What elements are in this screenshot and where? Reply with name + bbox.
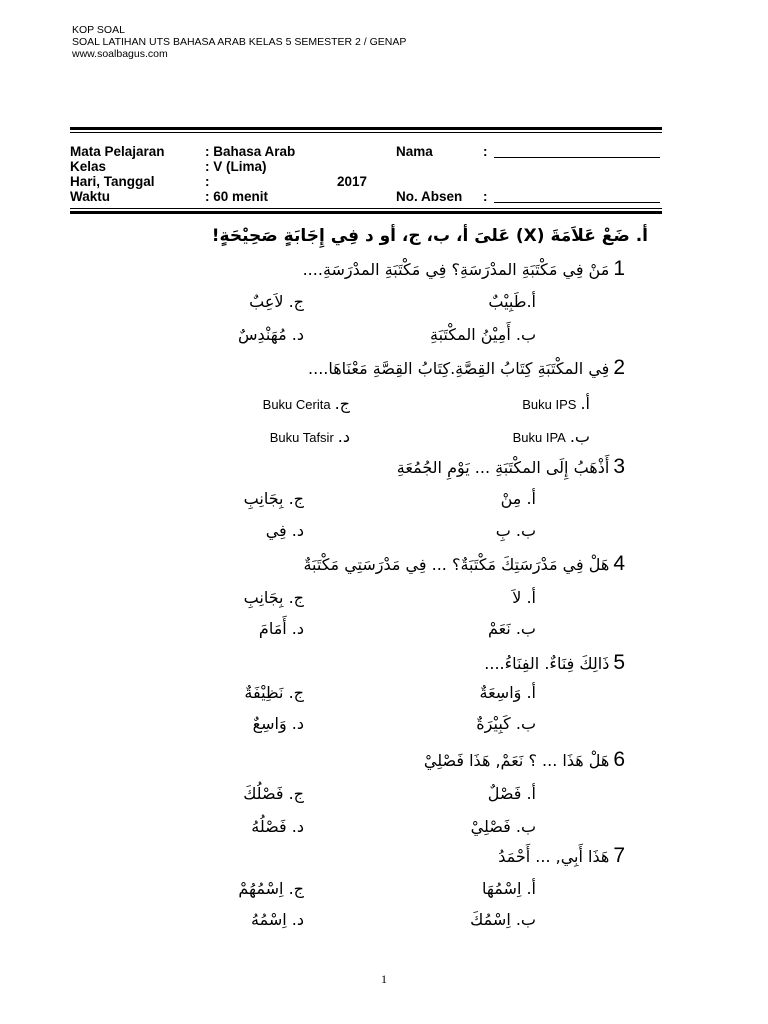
- question-6: [0, 748, 768, 778]
- mapel-value: : Bahasa Arab: [205, 144, 296, 159]
- question-5: [0, 651, 768, 681]
- question-1: [0, 257, 768, 287]
- option-a[interactable]: أ. لاَ: [512, 588, 536, 607]
- question-text: هَلْ فِي مَدْرَسَتِكَ مَكْتَبَةٌ؟ ... فِي مَدْرَسَتِي مَكْتَبَةٌ: [303, 555, 610, 574]
- mapel-label: Mata Pelajaran: [70, 144, 165, 159]
- info-rule-thick: [70, 211, 662, 214]
- absen-label: No. Absen: [396, 189, 463, 204]
- question-text: هَلْ هَذَا ... ؟ نَعَمْ, هَذَا فَصْلِيْ: [423, 751, 610, 770]
- question-3: [0, 455, 768, 485]
- option-d[interactable]: د. أَمَامَ: [258, 619, 304, 638]
- option-c[interactable]: ج. فَصْلُكَ: [243, 784, 304, 803]
- hari-label: Hari, Tanggal: [70, 174, 155, 189]
- option-c[interactable]: ج. اِسْمُهُمْ: [238, 879, 304, 898]
- option-d[interactable]: [270, 427, 350, 446]
- option-c[interactable]: [263, 394, 350, 413]
- question-text: أَذْهَبُ إِلَى المكْتَبَةِ ... يَوْمِ الجُمُعَةِ: [396, 458, 610, 477]
- top-rule-thin: [70, 132, 662, 133]
- option-d[interactable]: د. اِسْمُهُ: [251, 910, 304, 929]
- option-text: Buku IPA: [512, 430, 566, 445]
- question-text: مَنْ فِي مَكْتَبَةِ المدْرَسَةِ؟ فِي مَكْتَبَةِ المدْرَسَةِ....: [302, 260, 610, 279]
- question-text: فِي المكْتَبَةِ كِتَابُ القِصَّةِ.كِتَابُ القِصَّةِ مَعْنَاهَا....: [308, 359, 610, 378]
- waktu-value: : 60 menit: [205, 189, 269, 204]
- question-number: 3: [613, 455, 625, 478]
- option-text: Buku Tafsir: [269, 430, 334, 445]
- year-value: 2017: [337, 174, 368, 189]
- option-label: ب.: [569, 427, 590, 446]
- option-b[interactable]: ب. فَصْلِيْ: [470, 817, 536, 836]
- document-header: [72, 24, 406, 60]
- nama-label: Nama: [396, 144, 433, 159]
- instruction-text: أ. ضَعْ عَلاَمَةَ (X) عَلىَ أ، ب، ج، أو د فِي إِجَابَةٍ صَحِيْحَةٍ!: [211, 226, 648, 246]
- hari-value: :: [205, 174, 210, 189]
- question-2: [0, 356, 768, 386]
- question-number: 7: [613, 844, 625, 867]
- question-7: [0, 844, 768, 874]
- header-line-3: www.soalbagus.com: [72, 48, 168, 60]
- option-label: د.: [337, 427, 350, 446]
- option-b[interactable]: ب. بِ: [495, 521, 536, 540]
- absen-colon: :: [483, 189, 488, 204]
- info-rule-thin: [70, 208, 662, 209]
- question-number: 6: [613, 748, 625, 771]
- nama-colon: :: [483, 144, 488, 159]
- option-c[interactable]: ج. بِجَانِبِ: [243, 588, 304, 607]
- kelas-value: : V (Lima): [205, 159, 267, 174]
- option-c[interactable]: ج. لاَعِبٌ: [249, 292, 304, 311]
- option-a[interactable]: أ. وَاسِعَةٌ: [479, 683, 536, 702]
- top-rule-thick: [70, 127, 662, 130]
- question-number: 2: [613, 356, 625, 379]
- nama-blank-line[interactable]: [494, 157, 660, 158]
- header-line-2: SOAL LATIHAN UTS BAHASA ARAB KELAS 5 SEMESTER 2 / GENAP: [72, 36, 407, 48]
- option-d[interactable]: د. فَصْلُهُ: [251, 817, 304, 836]
- option-a[interactable]: أ. فَصْلٌ: [487, 784, 536, 803]
- option-b[interactable]: ب. أَمِيْنُ المكْتَبَةِ: [430, 325, 536, 344]
- option-label: أ.: [580, 394, 590, 413]
- question-number: 1: [613, 257, 625, 280]
- question-number: 5: [613, 651, 625, 674]
- option-b[interactable]: ب. كَبِيْرَةٌ: [476, 714, 536, 733]
- option-b[interactable]: ب. اِسْمُكَ: [470, 910, 536, 929]
- page-number: 1: [381, 972, 387, 986]
- waktu-label: Waktu: [70, 189, 110, 204]
- option-c[interactable]: ج. بِجَانِبِ: [243, 489, 304, 508]
- question-4: [0, 552, 768, 582]
- option-c[interactable]: ج. نَظِيْفَةٌ: [244, 683, 304, 702]
- option-text: Buku IPS: [522, 397, 577, 412]
- option-label: ج.: [334, 394, 350, 413]
- option-d[interactable]: د. وَاسِعٌ: [252, 714, 304, 733]
- question-text: ذَالِكَ فِنَاءٌ. الفِنَاءُ....: [484, 654, 610, 673]
- option-a[interactable]: [522, 394, 590, 413]
- option-a[interactable]: أ. اِسْمُهَا: [482, 879, 536, 898]
- option-a[interactable]: أ. مِنْ: [500, 489, 536, 508]
- kelas-label: Kelas: [70, 159, 107, 174]
- option-a[interactable]: أ.طَبِيْبٌ: [488, 292, 536, 311]
- option-b[interactable]: [513, 427, 590, 446]
- option-d[interactable]: د. فِي: [265, 521, 304, 540]
- option-d[interactable]: د. مُهَنْدِسٌ: [238, 325, 304, 344]
- header-line-1: KOP SOAL: [72, 24, 125, 36]
- question-number: 4: [613, 552, 625, 575]
- question-text: هَذَا أَبِي, ... أَحْمَدُ: [498, 847, 610, 866]
- option-b[interactable]: ب. نَعَمْ: [487, 619, 536, 638]
- absen-blank-line[interactable]: [494, 202, 660, 203]
- option-text: Buku Cerita: [262, 397, 331, 412]
